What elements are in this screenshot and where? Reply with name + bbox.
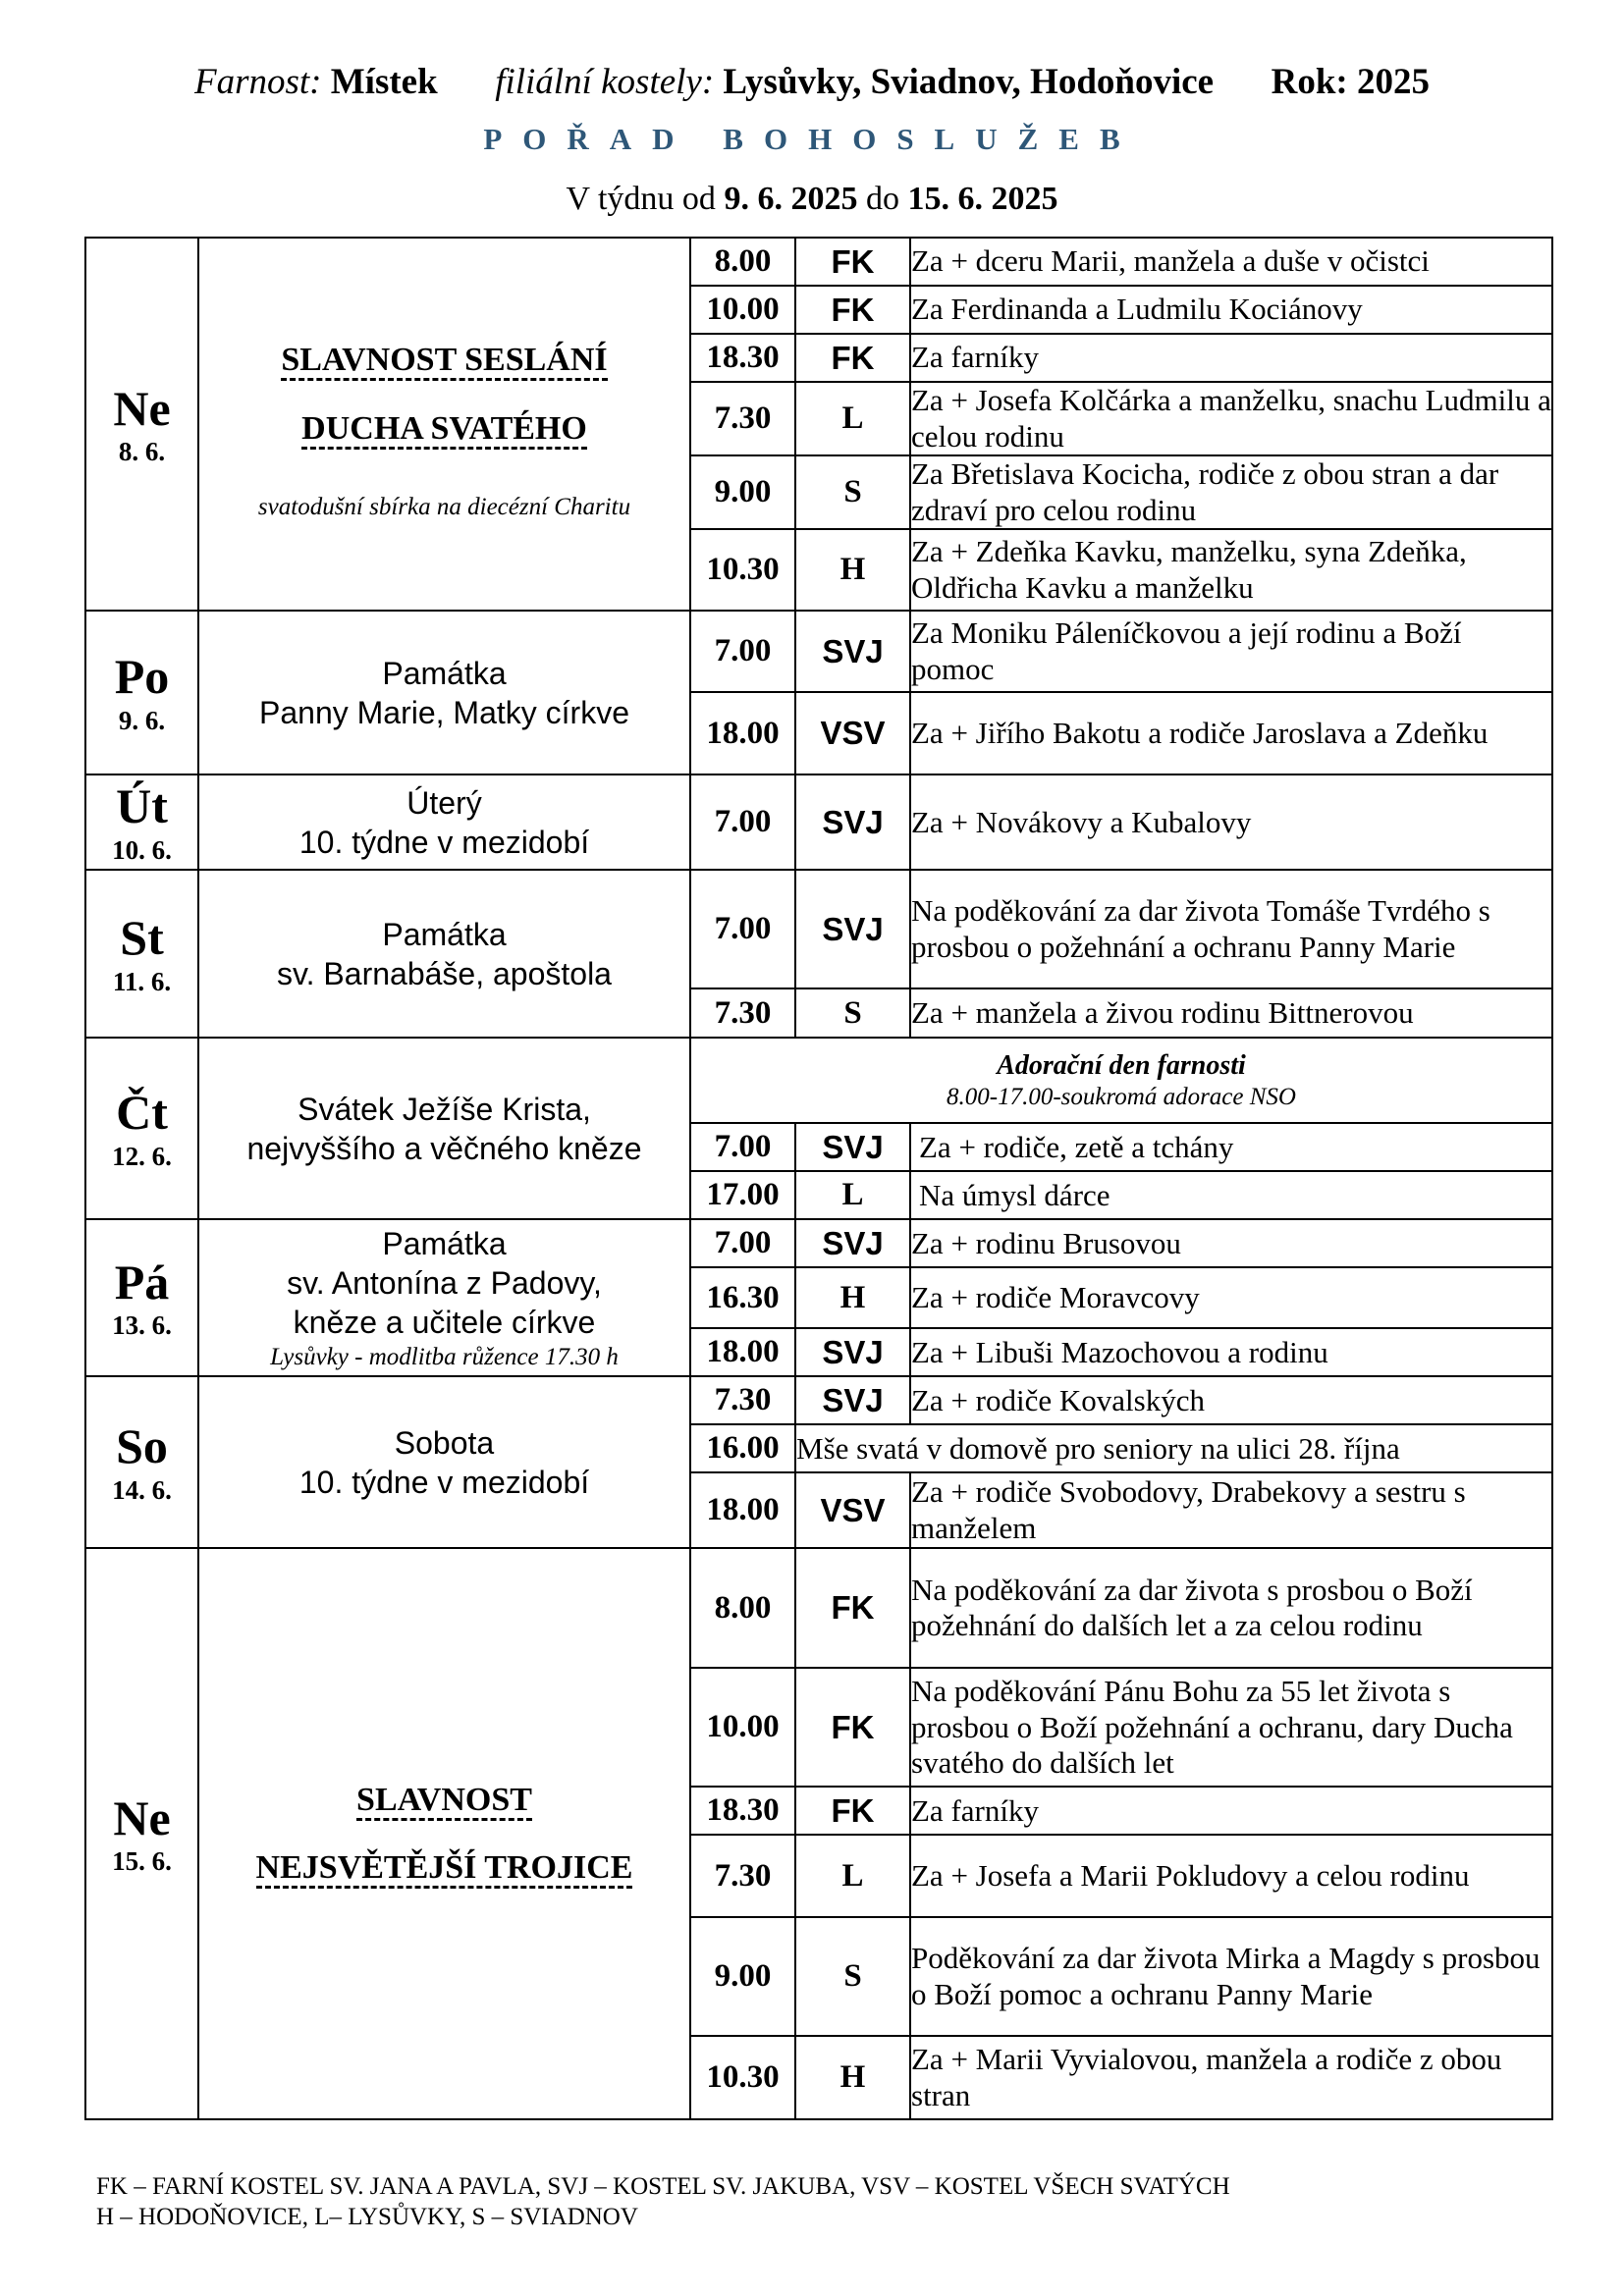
mass-intention: Mše svatá v domově pro seniory na ulici 28. října	[795, 1424, 1552, 1472]
mass-time: 18.00	[690, 1472, 795, 1548]
mass-time: 9.00	[690, 455, 795, 529]
mass-time: 7.00	[690, 774, 795, 870]
table-row	[85, 1376, 1552, 1424]
mass-place: SVJ	[795, 1123, 910, 1171]
mass-place: SVJ	[795, 1376, 910, 1424]
mass-place: S	[795, 988, 910, 1038]
feast-cell: Svátek Ježíše Krista, nejvyššího a věčného kněze	[198, 1038, 690, 1219]
mass-time: 7.30	[690, 1835, 795, 1917]
day-cell: Čt 12. 6.	[85, 1038, 198, 1219]
mass-intention: Na úmysl dárce	[910, 1171, 1552, 1219]
mass-place: SVJ	[795, 774, 910, 870]
day-cell: Út 10. 6.	[85, 774, 198, 870]
legend-line: H – HODOŇOVICE, L– LYSŮVKY, S – SVIADNOV	[96, 2204, 638, 2231]
mass-intention: Za + Marii Vyvialovou, manžela a rodiče z obou stran	[910, 2036, 1552, 2119]
mass-place: H	[795, 2036, 910, 2119]
day-cell: Pá 13. 6.	[85, 1219, 198, 1376]
mass-intention: Na poděkování Pánu Bohu za 55 let života s prosbou o Boží požehnání a ochranu, dary Ducha svatého do dalších let	[910, 1668, 1552, 1787]
mass-place: L	[795, 382, 910, 455]
mass-time: 7.30	[690, 1376, 795, 1424]
mass-place: FK	[795, 334, 910, 382]
page-title: POŘAD BOHOSLUŽEB	[483, 122, 1141, 156]
mass-time: 7.30	[690, 382, 795, 455]
mass-time: 18.00	[690, 692, 795, 774]
mass-time: 8.00	[690, 238, 795, 286]
mass-time: 17.00	[690, 1171, 795, 1219]
mass-place: SVJ	[795, 611, 910, 692]
mass-place: SVJ	[795, 1328, 910, 1376]
mass-place: FK	[795, 238, 910, 286]
mass-place: VSV	[795, 1472, 910, 1548]
mass-intention: Za + rodiče Svobodovy, Drabekovy a sestru s manželem	[910, 1472, 1552, 1548]
mass-time: 7.00	[690, 611, 795, 692]
week-range: V týdnu od 9. 6. 2025 do 15. 6. 2025	[566, 181, 1058, 217]
mass-time: 16.00	[690, 1424, 795, 1472]
mass-place: H	[795, 529, 910, 611]
adoration-banner: Adorační den farnosti 8.00-17.00-soukromá adorace NSO	[690, 1038, 1552, 1123]
legend	[96, 2171, 1230, 2233]
table-row	[85, 238, 1552, 286]
mass-time: 7.00	[690, 1123, 795, 1171]
mass-time: 7.00	[690, 1219, 795, 1267]
mass-place: VSV	[795, 692, 910, 774]
filial-churches: Lysůvky, Sviadnov, Hodoňovice	[723, 62, 1215, 102]
mass-time: 7.00	[690, 870, 795, 988]
mass-time: 10.30	[690, 2036, 795, 2119]
mass-time: 8.00	[690, 1548, 795, 1668]
day-cell: St 11. 6.	[85, 870, 198, 1038]
feast-cell: Památka Panny Marie, Matky církve	[198, 611, 690, 774]
table-row	[85, 774, 1552, 870]
mass-place: FK	[795, 1787, 910, 1835]
mass-intention: Za + Jiřího Bakotu a rodiče Jaroslava a Zdeňku	[910, 692, 1552, 774]
day-cell: Ne 15. 6.	[85, 1548, 198, 2119]
mass-intention: Za + Josefa a Marii Pokludovy a celou rodinu	[910, 1835, 1552, 1917]
mass-place: FK	[795, 286, 910, 334]
mass-place: FK	[795, 1548, 910, 1668]
feast-cell: SLAVNOST NEJSVĚTĚJŠÍ TROJICE	[198, 1548, 690, 2119]
mass-intention: Za Moniku Páleníčkovou a její rodinu a Boží pomoc	[910, 611, 1552, 692]
mass-time: 10.30	[690, 529, 795, 611]
feast-cell: Památka sv. Antonína z Padovy, kněze a učitele církve Lysůvky - modlitba růžence 17.30 h	[198, 1219, 690, 1376]
mass-time: 18.00	[690, 1328, 795, 1376]
mass-intention: Za + Libuši Mazochovou a rodinu	[910, 1328, 1552, 1376]
table-row	[85, 1219, 1552, 1267]
mass-intention: Za Ferdinanda a Ludmilu Kociánovy	[910, 286, 1552, 334]
mass-place: S	[795, 455, 910, 529]
day-cell: Ne 8. 6.	[85, 238, 198, 611]
mass-intention: Za Břetislava Kocicha, rodiče z obou stran a dar zdraví pro celou rodinu	[910, 455, 1552, 529]
mass-intention: Za farníky	[910, 1787, 1552, 1835]
mass-place: SVJ	[795, 870, 910, 988]
mass-intention: Na poděkování za dar života Tomáše Tvrdého s prosbou o požehnání a ochranu Panny Marie	[910, 870, 1552, 988]
feast-cell: Úterý 10. týdne v mezidobí	[198, 774, 690, 870]
mass-place: SVJ	[795, 1219, 910, 1267]
mass-intention: Poděkování za dar života Mirka a Magdy s prosbou o Boží pomoc a ochranu Panny Marie	[910, 1917, 1552, 2036]
mass-intention: Za + Josefa Kolčárka a manželku, snachu Ludmilu a celou rodinu	[910, 382, 1552, 455]
mass-time: 18.30	[690, 334, 795, 382]
header-line	[0, 61, 1624, 103]
day-cell: Po 9. 6.	[85, 611, 198, 774]
mass-time: 9.00	[690, 1917, 795, 2036]
feast-cell: Památka sv. Barnabáše, apoštola	[198, 870, 690, 1038]
mass-intention: Za + dceru Marii, manžela a duše v očistci	[910, 238, 1552, 286]
mass-time: 16.30	[690, 1267, 795, 1328]
mass-place: L	[795, 1835, 910, 1917]
legend-line: FK – FARNÍ KOSTEL SV. JANA A PAVLA, SVJ – KOSTEL SV. JAKUBA, VSV – KOSTEL VŠECH SVATÝCH	[96, 2173, 1230, 2200]
mass-intention: Za + Zdeňka Kavku, manželku, syna Zdeňka, Oldřicha Kavku a manželku	[910, 529, 1552, 611]
mass-time: 18.30	[690, 1787, 795, 1835]
parish-label: Farnost:	[194, 62, 322, 102]
feast-cell: SLAVNOST SESLÁNÍ DUCHA SVATÉHO svatodušní sbírka na diecézní Charitu	[198, 238, 690, 611]
mass-intention: Za farníky	[910, 334, 1552, 382]
year: Rok: 2025	[1271, 62, 1430, 102]
mass-intention: Za + rodiče Kovalských	[910, 1376, 1552, 1424]
parish-name: Místek	[330, 62, 438, 102]
mass-intention: Za + rodiče Moravcovy	[910, 1267, 1552, 1328]
mass-time: 10.00	[690, 286, 795, 334]
table-row	[85, 1038, 1552, 1123]
mass-intention: Za + rodinu Brusovou	[910, 1219, 1552, 1267]
mass-intention: Za + rodiče, zetě a tchány	[910, 1123, 1552, 1171]
mass-place: FK	[795, 1668, 910, 1787]
mass-time: 7.30	[690, 988, 795, 1038]
day-cell: So 14. 6.	[85, 1376, 198, 1548]
mass-place: H	[795, 1267, 910, 1328]
table-row	[85, 870, 1552, 988]
table-row	[85, 611, 1552, 692]
feast-cell: Sobota 10. týdne v mezidobí	[198, 1376, 690, 1548]
mass-place: S	[795, 1917, 910, 2036]
mass-intention: Za + Novákovy a Kubalovy	[910, 774, 1552, 870]
mass-time: 10.00	[690, 1668, 795, 1787]
mass-place: L	[795, 1171, 910, 1219]
mass-intention: Za + manžela a živou rodinu Bittnerovou	[910, 988, 1552, 1038]
mass-intention: Na poděkování za dar života s prosbou o Boží požehnání do dalších let a za celou rodinu	[910, 1548, 1552, 1668]
table-row	[85, 1548, 1552, 1668]
filial-label: filiální kostely:	[495, 62, 715, 102]
schedule-table	[84, 237, 1553, 2120]
